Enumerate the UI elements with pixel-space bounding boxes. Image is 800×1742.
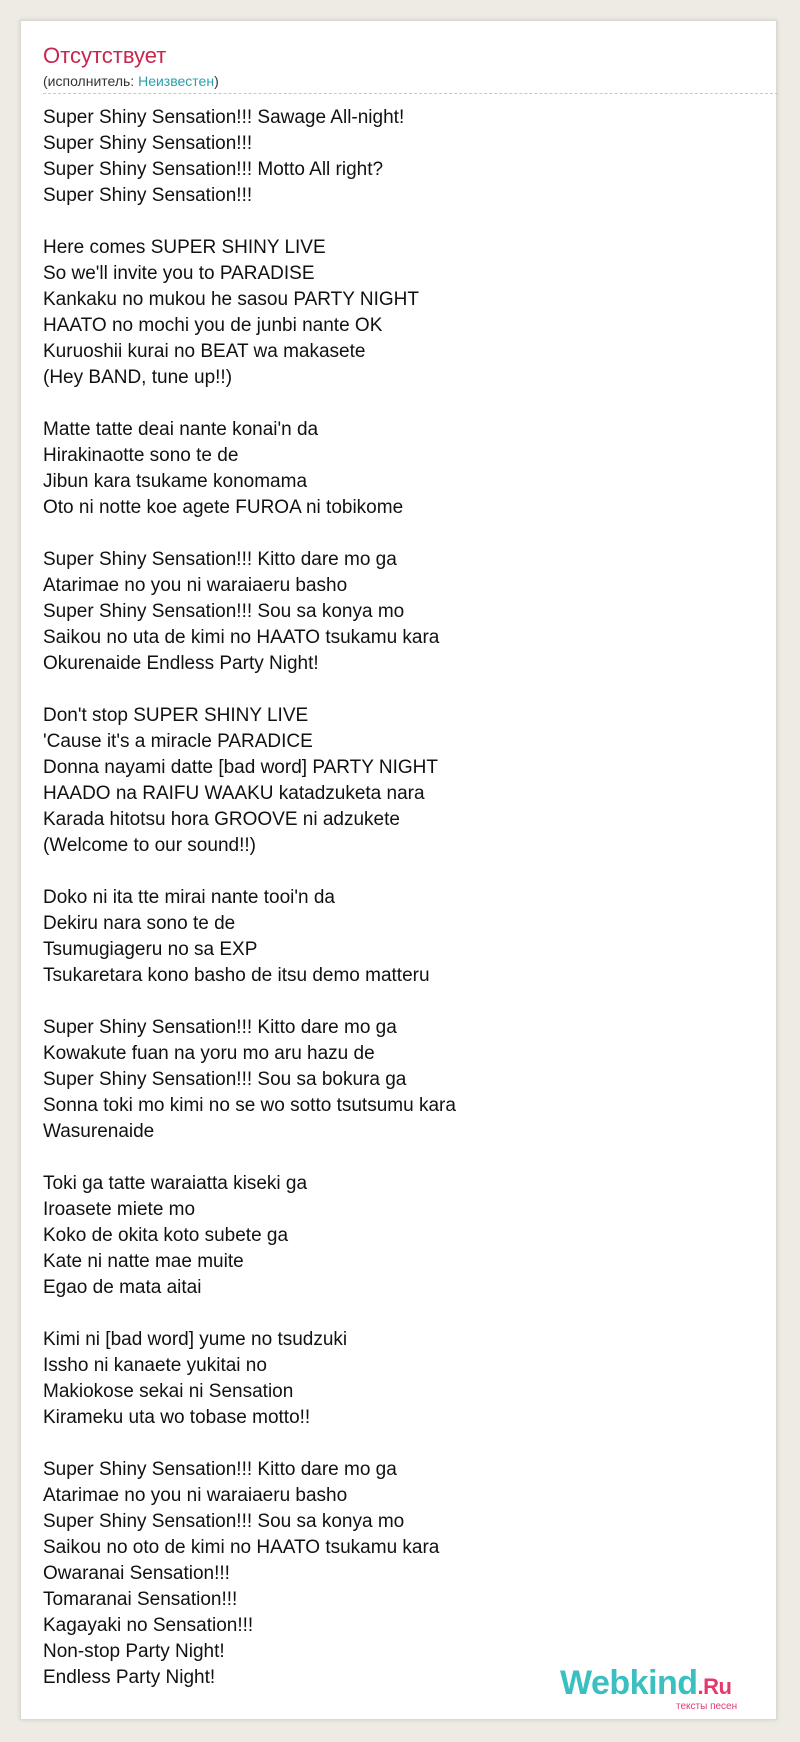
- lyric-line: Tsumugiageru no sa EXP: [43, 939, 258, 960]
- lyrics-stanza: [43, 1015, 763, 1145]
- lyric-line: 'Cause it's a miracle PARADICE: [43, 731, 313, 752]
- lyric-line: Karada hitotsu hora GROOVE ni adzukete: [43, 809, 400, 830]
- lyric-line: Donna nayami datte [bad word] PARTY NIGHT: [43, 757, 438, 778]
- lyric-line: HAATO no mochi you de junbi nante OK: [43, 315, 383, 336]
- lyric-line: Oto ni notte koe agete FUROA ni tobikome: [43, 497, 404, 518]
- lyric-line: Super Shiny Sensation!!! Sou sa konya mo: [43, 1511, 405, 1532]
- lyric-line: So we'll invite you to PARADISE: [43, 263, 315, 284]
- logo-tagline: тексты песен: [676, 1701, 738, 1712]
- lyrics-stanza: [43, 885, 763, 989]
- lyric-line: Koko de okita koto subete ga: [43, 1225, 289, 1246]
- lyric-line: Endless Party Night!: [43, 1667, 216, 1688]
- lyrics-stanza: [43, 547, 763, 677]
- lyric-line: Tsukaretara kono basho de itsu demo matteru: [43, 965, 430, 986]
- lyric-line: Egao de mata aitai: [43, 1277, 202, 1298]
- lyric-line: Super Shiny Sensation!!! Sou sa konya mo: [43, 601, 405, 622]
- artist-link[interactable]: Неизвестен: [138, 73, 215, 89]
- lyric-line: Makiokose sekai ni Sensation: [43, 1381, 294, 1402]
- song-title: Отсутствует: [43, 43, 167, 68]
- lyric-line: Jibun kara tsukame konomama: [43, 471, 308, 492]
- lyric-line: Non-stop Party Night!: [43, 1641, 225, 1662]
- lyrics-stanza: [43, 1327, 763, 1431]
- lyrics-stanza: [43, 1171, 763, 1301]
- lyric-line: Dekiru nara sono te de: [43, 913, 236, 934]
- lyric-line: Kowakute fuan na yoru mo aru hazu de: [43, 1043, 375, 1064]
- lyric-line: Matte tatte deai nante konai'n da: [43, 419, 319, 440]
- lyric-line: Super Shiny Sensation!!! Sawage All-night!: [43, 107, 405, 128]
- lyric-line: Owaranai Sensation!!!: [43, 1563, 230, 1584]
- logo-tld: .Ru: [697, 1674, 732, 1699]
- lyric-line: Super Shiny Sensation!!! Sou sa bokura ga: [43, 1069, 407, 1090]
- lyric-line: Kankaku no mukou he sasou PARTY NIGHT: [43, 289, 419, 310]
- lyric-line: HAADO na RAIFU WAAKU katadzuketa nara: [43, 783, 425, 804]
- lyric-line: Super Shiny Sensation!!! Kitto dare mo ga: [43, 549, 397, 570]
- lyric-line: Super Shiny Sensation!!!: [43, 185, 253, 206]
- lyric-line: Super Shiny Sensation!!! Motto All right?: [43, 159, 384, 180]
- lyric-line: Super Shiny Sensation!!! Kitto dare mo ga: [43, 1017, 397, 1038]
- lyric-line: Kate ni natte mae muite: [43, 1251, 244, 1272]
- lyric-line: (Welcome to our sound!!): [43, 835, 256, 856]
- lyric-line: Super Shiny Sensation!!!: [43, 133, 253, 154]
- lyric-line: Saikou no oto de kimi no HAATO tsukamu kara: [43, 1537, 440, 1558]
- lyric-line: Super Shiny Sensation!!! Kitto dare mo ga: [43, 1459, 397, 1480]
- lyrics-stanza: [43, 417, 763, 521]
- lyric-line: Hirakinaotte sono te de: [43, 445, 239, 466]
- byline-prefix: (исполнитель:: [43, 73, 139, 89]
- lyric-line: Okurenaide Endless Party Night!: [43, 653, 319, 674]
- lyric-line: Don't stop SUPER SHINY LIVE: [43, 705, 309, 726]
- lyric-line: Issho ni kanaete yukitai no: [43, 1355, 267, 1376]
- lyric-line: Kuruoshii kurai no BEAT wa makasete: [43, 341, 366, 362]
- lyrics-stanza: [43, 703, 763, 859]
- webkind-logo[interactable]: [560, 1664, 770, 1714]
- lyric-line: Atarimae no you ni waraiaeru basho: [43, 1485, 348, 1506]
- lyric-line: Wasurenaide: [43, 1121, 155, 1142]
- lyric-line: (Hey BAND, tune up!!): [43, 367, 233, 388]
- lyric-line: Kagayaki no Sensation!!!: [43, 1615, 254, 1636]
- lyrics-stanza: [43, 1457, 763, 1691]
- lyric-line: Kimi ni [bad word] yume no tsudzuki: [43, 1329, 348, 1350]
- header-divider: [43, 93, 778, 94]
- lyric-line: Tomaranai Sensation!!!: [43, 1589, 238, 1610]
- lyric-line: Doko ni ita tte mirai nante tooi'n da: [43, 887, 335, 908]
- logo-wordmark: [560, 1664, 732, 1703]
- lyric-line: Sonna toki mo kimi no se wo sotto tsutsumu kara: [43, 1095, 456, 1116]
- lyric-line: Toki ga tatte waraiatta kiseki ga: [43, 1173, 308, 1194]
- lyric-line: Iroasete miete mo: [43, 1199, 196, 1220]
- byline-suffix: ): [214, 73, 219, 89]
- lyrics-card: [20, 20, 777, 1720]
- lyric-line: Saikou no uta de kimi no HAATO tsukamu kara: [43, 627, 440, 648]
- artist-byline: [43, 73, 219, 89]
- lyrics-text: [43, 105, 763, 1717]
- logo-name: Webkind: [560, 1664, 698, 1702]
- lyrics-stanza: [43, 235, 763, 391]
- lyric-line: Atarimae no you ni waraiaeru basho: [43, 575, 348, 596]
- lyric-line: Here comes SUPER SHINY LIVE: [43, 237, 326, 258]
- lyric-line: Kirameku uta wo tobase motto!!: [43, 1407, 311, 1428]
- lyrics-stanza: [43, 105, 763, 209]
